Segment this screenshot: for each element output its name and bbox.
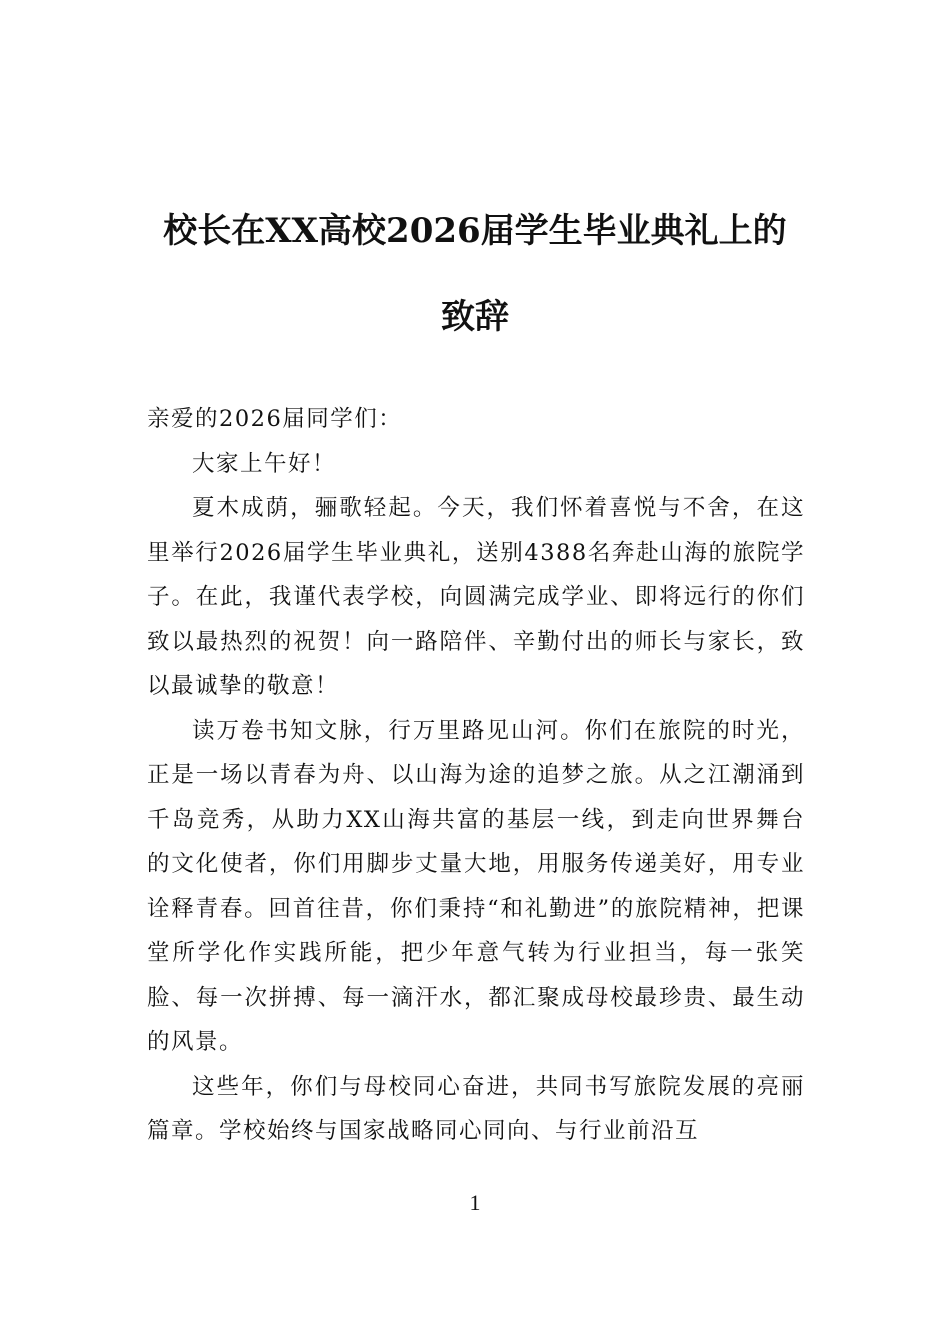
title-line-2: 致辞 <box>441 297 509 337</box>
paragraph-3: 这些年，你们与母校同心奋进，共同书写旅院发展的亮丽篇章。学校始终与国家战略同心同向、与行业前沿互 <box>147 1073 805 1144</box>
paragraph-greeting: 大家上午好！ <box>192 450 337 477</box>
title-line-1: 校长在XX高校2026届学生毕业典礼上的 <box>163 211 787 251</box>
paragraph-1: 夏木成荫，骊歌轻起。今天，我们怀着喜悦与不舍，在这里举行2026届学生毕业典礼，送别4388名奔赴山海的旅院学子。在此，我谨代表学校，向圆满完成学业、即将远行的你们致以最热烈的祝贺！向一路陪伴、辛勤付出的师长与家长，致以最诚挚的敬意！ <box>147 495 805 699</box>
document-body <box>147 397 805 1154</box>
salutation: 亲爱的2026届同学们： <box>147 406 403 432</box>
document-title <box>140 188 810 360</box>
paragraph-2: 读万卷书知文脉，行万里路见山河。你们在旅院的时光，正是一场以青春为舟、以山海为途的追梦之旅。从之江潮涌到千岛竞秀，从助力XX山海共富的基层一线，到走向世界舞台的文化使者，你们用脚步丈量大地，用服务传递美好，用专业诠释青春。回首往昔，你们秉持“和礼勤进”的旅院精神，把课堂所学化作实践所能，把少年意气转为行业担当，每一张笑脸、每一次拼搏、每一滴汗水，都汇聚成母校最珍贵、最生动的风景。 <box>147 717 805 1055</box>
page-number: 1 <box>469 1190 481 1215</box>
